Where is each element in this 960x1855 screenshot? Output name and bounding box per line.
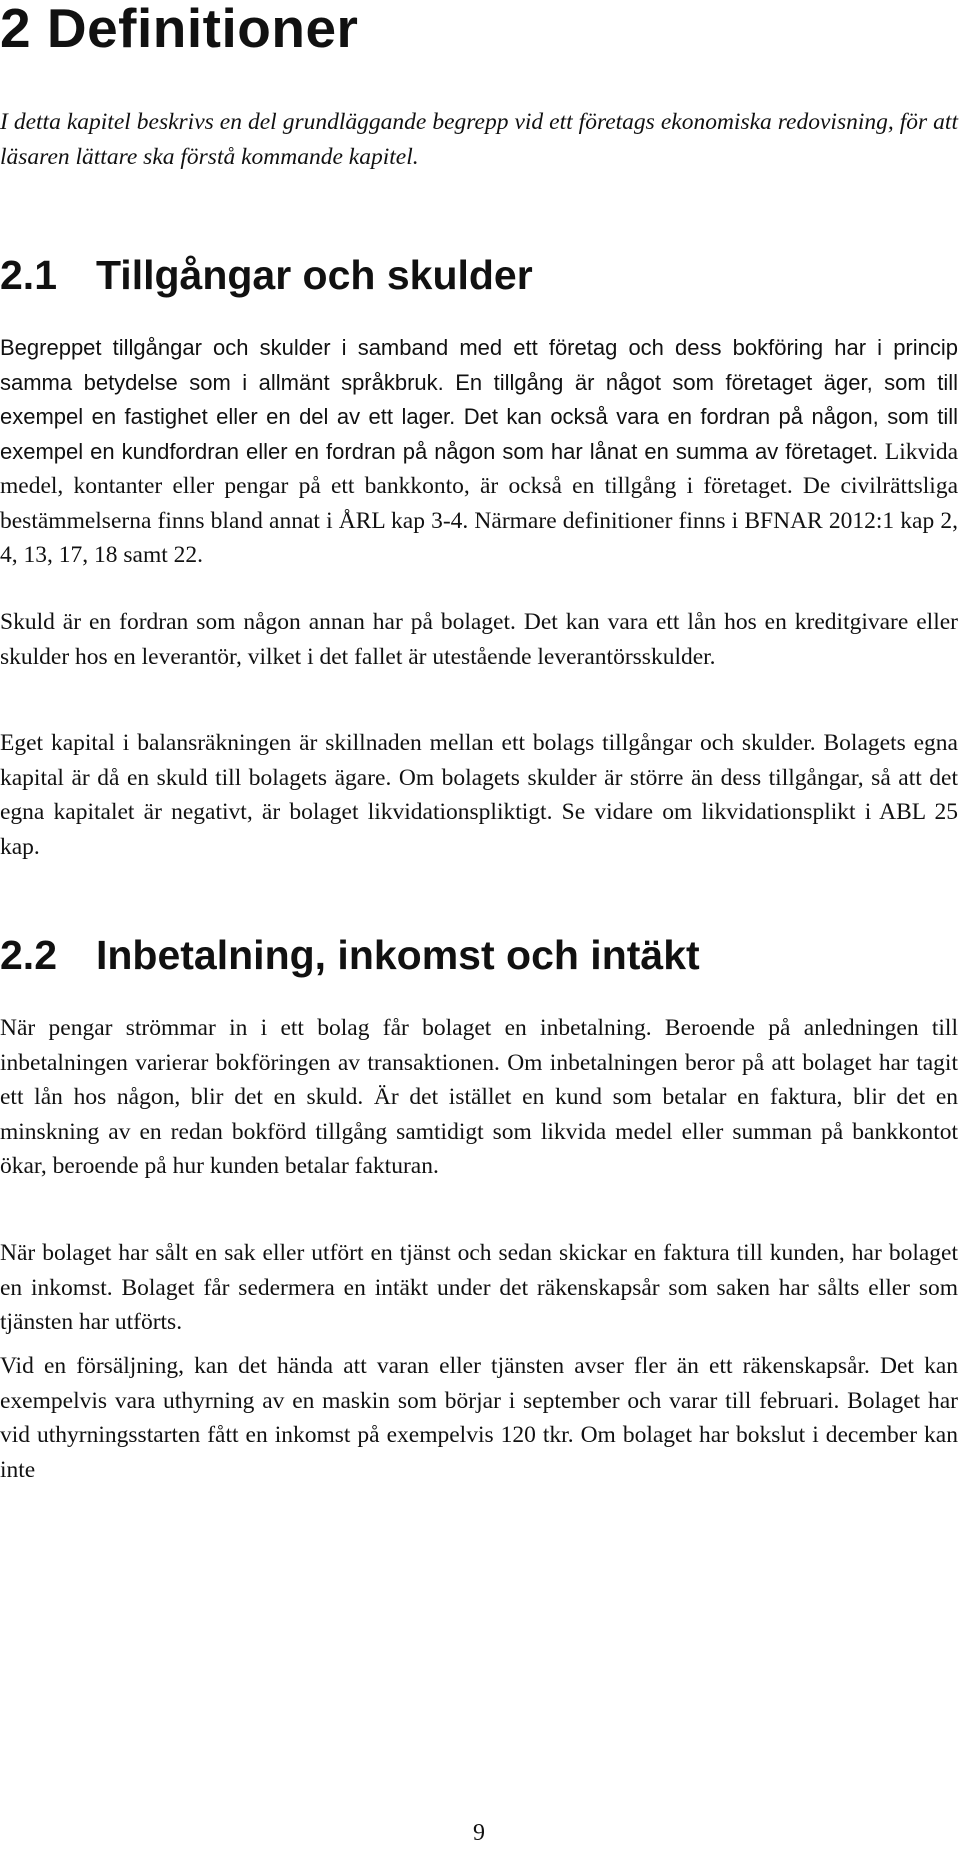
paragraph-assets-serif-text: Likvida medel, kontanter eller pengar på ett bankkonto, är också en tillgång i företaget. De civilrättsliga bestämmelserna finns bland annat i ÅRL kap 3-4. Närmare definitioner finns i BFNAR 2012:1 kap 2, 4, 13, 17, 18 samt 22.: [0, 438, 959, 568]
section-title: Tillgångar och skulder: [96, 252, 533, 298]
paragraph-inkomst: När bolaget har sålt en sak eller utfört en tjänst och sedan skickar en faktura till kunden, har bolaget en inkomst. Bolaget får sedermera en intäkt under det räkenskapsår som saken har sålts eller som tjänsten har utförts.: [0, 1240, 958, 1335]
section-heading-2-1: [0, 251, 533, 299]
paragraph-assets-sans-text: Begreppet tillgångar och skulder i samband med ett företag och dess bokföring har i princip samma betydelse som i allmänt språkbruk. En tillgång är något som företaget äger, som till exempel en fastighet eller en del av ett lager. Det kan också vara en fordran på någon, som till exempel en kundfordran eller en fordran på någon som har lånat en summa av företaget.: [0, 335, 958, 464]
section-number: 2.2: [0, 932, 57, 978]
chapter-intro: I detta kapitel beskrivs en del grundläggande begrepp vid ett företags ekonomiska redovisning, för att läsaren lättare ska förstå kommande kapitel.: [0, 109, 958, 170]
paragraph-equity: Eget kapital i balansräkningen är skillnaden mellan ett bolags tillgångar och skulder. Bolagets egna kapital är då en skuld till bolagets ägare. Om bolagets skulder är större än dess tillgångar, så att det egna kapitalet är negativt, är bolaget likvidationspliktigt. Se vidare om likvidationsplikt i ABL 25 kap.: [0, 730, 958, 860]
paragraph-intakt: Vid en försäljning, kan det hända att varan eller tjänsten avser fler än ett räkenskapsår. Det kan exempelvis vara uthyrning av en maskin som börjar i september och varar till februari. Bolaget har vid uthyrningsstarten fått en inkomst på exempelvis 120 tkr. Om bolaget har bokslut i december kan inte: [0, 1353, 958, 1483]
paragraph-inbetalning: När pengar strömmar in i ett bolag får bolaget en inbetalning. Beroende på anledningen till inbetalningen varierar bokföringen av transaktionen. Om inbetalningen beror på att bolaget har tagit ett lån hos någon, blir det en skuld. Är det istället en kund som betalar en faktura, blir det en minskning av en redan bokförd tillgång samtidigt som likvida medel eller summan på bankkontot ökar, beroende på hur kunden betalar fakturan.: [0, 1015, 958, 1179]
section-heading-2-2: [0, 931, 700, 979]
section-number: 2.1: [0, 252, 57, 298]
chapter-title: 2 Definitioner: [0, 0, 359, 59]
paragraph-assets-definition: [0, 331, 958, 573]
section-title: Inbetalning, inkomst och intäkt: [96, 932, 700, 978]
page-number: 9: [473, 1820, 485, 1846]
paragraph-liabilities: Skuld är en fordran som någon annan har på bolaget. Det kan vara ett lån hos en kreditgivare eller skulder hos en leverantör, vilket i det fallet är utestående leverantörsskulder.: [0, 609, 958, 670]
